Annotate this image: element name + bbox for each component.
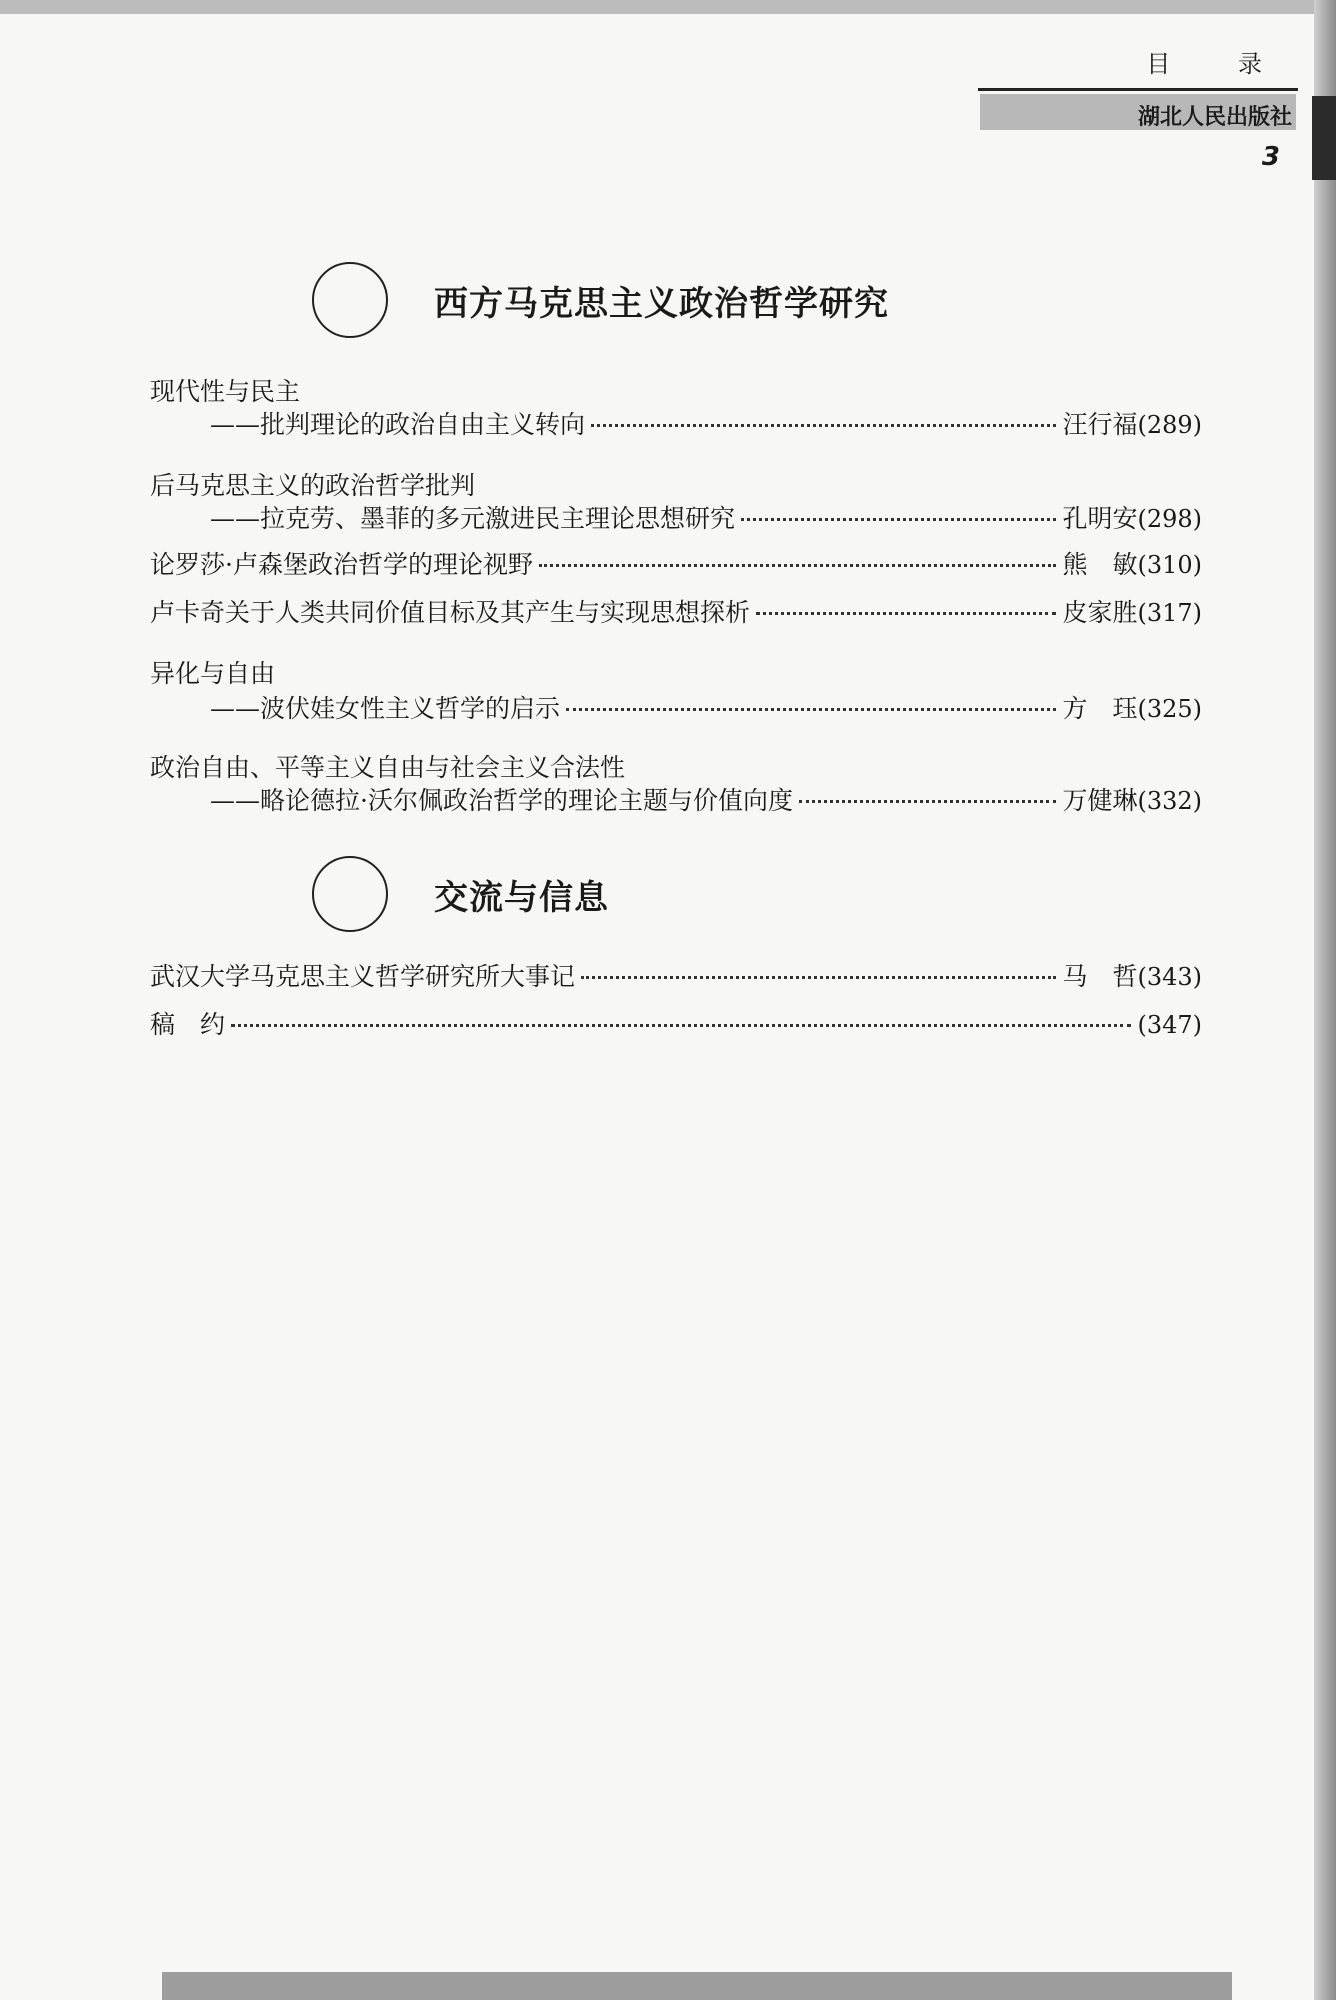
publisher-name: 湖北人民出版社	[1137, 105, 1292, 130]
page-number: 3	[1261, 142, 1280, 172]
dot-leader	[799, 800, 1056, 803]
toc-entry[interactable]: 论罗莎·卢森堡政治哲学的理论视野 熊 敏 (310)	[150, 550, 1202, 579]
circle-icon	[312, 856, 388, 932]
toc-heading: 后马克思主义的政治哲学批判	[150, 471, 476, 500]
section-title: 西方马克思主义政治哲学研究	[312, 262, 889, 338]
toc-heading: 异化与自由	[150, 659, 276, 688]
toc-entry[interactable]: ——拉克劳、墨菲的多元激进民主理论思想研究 孔明安 (298)	[210, 504, 1202, 533]
toc-entry[interactable]: 武汉大学马克思主义哲学研究所大事记 马 哲 (343)	[150, 962, 1202, 991]
section-label: 目 录	[1146, 50, 1292, 78]
toc-entry[interactable]: ——批判理论的政治自由主义转向 汪行福 (289)	[210, 410, 1202, 439]
scan-right-edge	[1314, 0, 1336, 2000]
page-tab-marker	[1312, 96, 1336, 180]
dot-leader	[741, 518, 1056, 521]
scan-bottom-edge	[162, 1972, 1232, 2000]
circle-icon	[312, 262, 388, 338]
dot-leader	[231, 1024, 1131, 1027]
dot-leader	[756, 612, 1056, 615]
dot-leader	[566, 708, 1056, 711]
toc-entry[interactable]: ——波伏娃女性主义哲学的启示 方 珏 (325)	[210, 694, 1202, 723]
toc-entry[interactable]: ——略论德拉·沃尔佩政治哲学的理论主题与价值向度 万健琳 (332)	[210, 786, 1202, 815]
scan-top-edge	[0, 0, 1336, 14]
dot-leader	[539, 564, 1056, 567]
toc-entry[interactable]: 稿 约 (347)	[150, 1010, 1202, 1039]
section-title: 交流与信息	[312, 856, 609, 932]
toc-heading: 政治自由、平等主义自由与社会主义合法性	[150, 753, 626, 782]
toc-entry[interactable]: 卢卡奇关于人类共同价值目标及其产生与实现思想探析 皮家胜 (317)	[150, 598, 1202, 627]
dot-leader	[591, 424, 1056, 427]
toc-heading: 现代性与民主	[150, 377, 301, 406]
header-rule	[978, 88, 1298, 91]
dot-leader	[581, 976, 1056, 979]
